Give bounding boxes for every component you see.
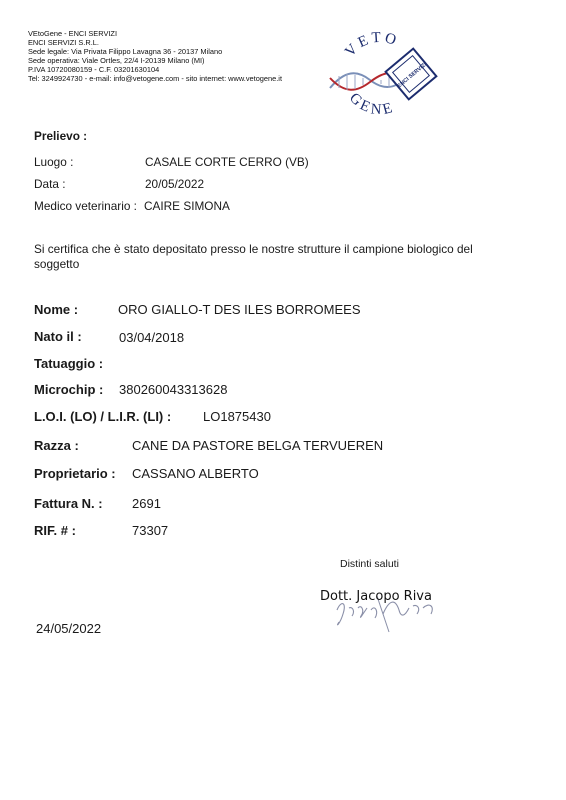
medico-value: CAIRE SIMONA [144,199,230,213]
luogo-label: Luogo : [34,155,74,169]
signer-name: Dott. Jacopo Riva [320,589,432,604]
data-label: Data : [34,177,66,191]
nome-label: Nome : [34,302,79,317]
rif-label: RIF. # : [34,523,76,538]
fattura-value: 2691 [132,496,161,511]
luogo-value: CASALE CORTE CERRO (VB) [145,155,309,169]
header-line-6: Tel: 3249924730 - e-mail: info@vetogene.com - sito internet: www.vetogene.it [28,74,282,83]
loi-label: L.O.I. (LO) / L.I.R. (LI) : [34,409,172,424]
header-line-3: Sede legale: Via Privata Filippo Lavagna 36 - 20137 Milano [28,47,223,56]
header-line-5: P.IVA 10720080159 - C.F. 03201630104 [28,65,160,74]
closing-salutation: Distinti saluti [340,558,399,570]
header-line-1: VEtoGene - ENCI SERVIZI [28,29,117,38]
nato-label: Nato il : [34,329,82,344]
logo-arc-top: VETO [342,29,401,61]
razza-label: Razza : [34,438,79,453]
header-line-2: ENCI SERVIZI S.R.L. [28,38,99,47]
header-line-4: Sede operativa: Viale Ortles, 22/4 I-20139 Milano (MI) [28,56,205,65]
vetogene-logo [325,18,445,118]
fattura-label: Fattura N. : [34,496,103,511]
certification-line-1: Si certifica che è stato depositato presso le nostre strutture il campione biologico del [34,242,473,256]
proprietario-label: Proprietario : [34,466,116,481]
certification-line-2: soggetto [34,257,80,271]
rif-value: 73307 [132,523,169,538]
document-date: 24/05/2022 [36,621,102,636]
svg-text:ENCI SERVIZI: ENCI SERVIZI [396,61,428,90]
loi-value: LO1875430 [203,409,271,424]
microchip-label: Microchip : [34,382,104,397]
medico-label: Medico veterinario : [34,199,137,213]
enci-seal-icon [386,48,437,99]
prelievo-title: Prelievo : [34,129,88,143]
microchip-value: 380260043313628 [119,382,228,397]
razza-value: CANE DA PASTORE BELGA TERVUEREN [132,438,384,453]
data-value: 20/05/2022 [145,177,205,191]
nome-value: ORO GIALLO-T DES ILES BORROMEES [118,302,361,317]
logo-arc-bottom: GENE [346,90,397,118]
nato-value: 03/04/2018 [119,330,185,345]
proprietario-value: CASSANO ALBERTO [132,466,259,481]
tatuaggio-label: Tatuaggio : [34,356,104,371]
